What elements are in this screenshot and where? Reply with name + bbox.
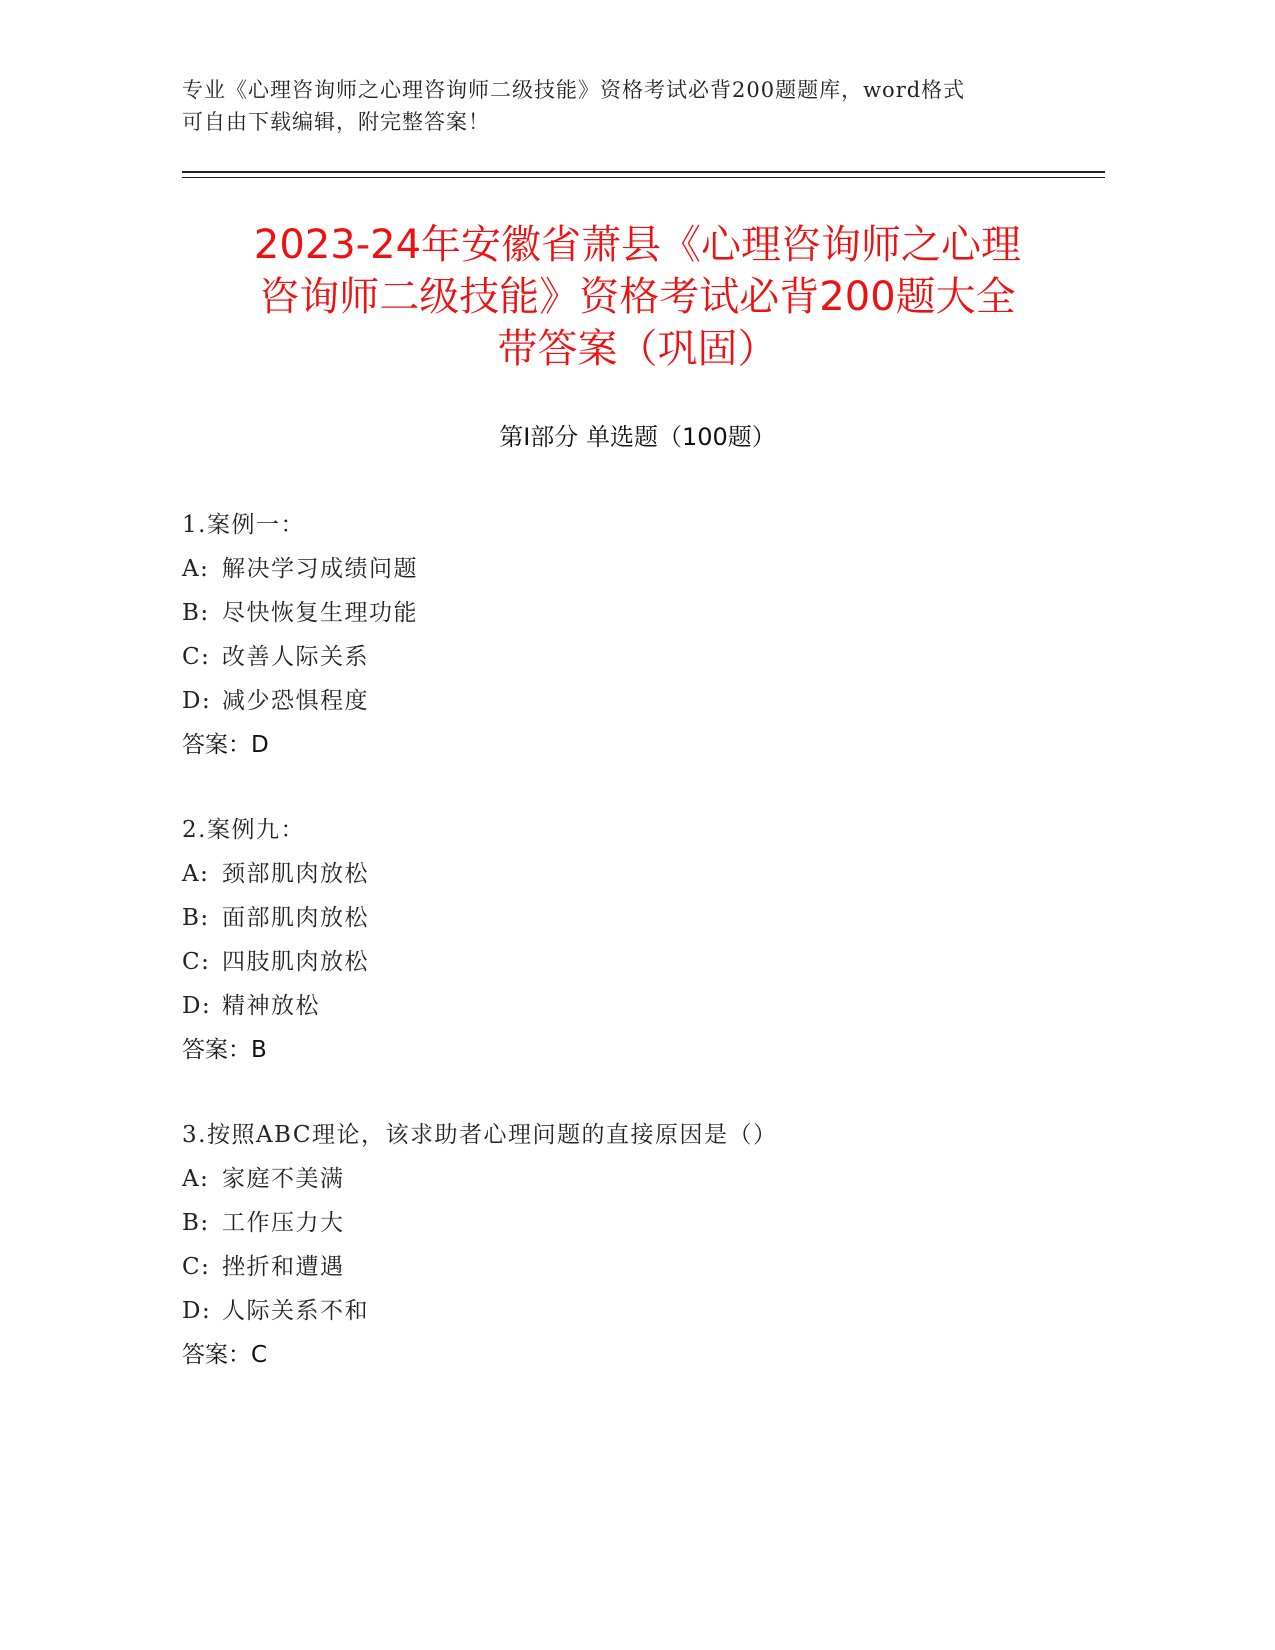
header-note-line-2: 可自由下载编辑，附完整答案！ (182, 110, 490, 134)
option-key: A: (182, 556, 210, 582)
header-rule-thick (182, 171, 1105, 173)
option-key: C: (182, 949, 211, 975)
option-b (182, 896, 1082, 940)
answer-line: 答案：B (182, 1037, 267, 1063)
option-text: 挫折和遭遇 (222, 1254, 345, 1280)
option-key: B: (182, 905, 210, 931)
question-stem: 2.案例九： (182, 817, 305, 843)
option-text: 工作压力大 (222, 1210, 345, 1236)
option-key: B: (182, 600, 210, 626)
option-text: 减少恐惧程度 (222, 688, 369, 714)
option-c (182, 635, 1082, 679)
document-title (150, 219, 1125, 375)
option-c (182, 940, 1082, 984)
option-key: D: (182, 993, 212, 1019)
option-b (182, 591, 1082, 635)
question-3 (182, 1113, 1082, 1377)
option-key: A: (182, 861, 210, 887)
question-1 (182, 503, 1082, 767)
option-text: 颈部肌肉放松 (222, 861, 369, 887)
option-text: 人际关系不和 (222, 1298, 369, 1324)
question-stem: 3.按照ABC理论，该求助者心理问题的直接原因是（） (182, 1122, 778, 1148)
header-rule-thin (182, 177, 1105, 178)
option-text: 四肢肌肉放松 (222, 949, 369, 975)
option-key: C: (182, 644, 211, 670)
option-a (182, 547, 1082, 591)
document-title-line-2: 咨询师二级技能》资格考试必背200题大全 (259, 274, 1016, 320)
section-heading: 第Ⅰ部分 单选题（100题） (499, 423, 776, 451)
option-text: 改善人际关系 (222, 644, 369, 670)
option-text: 尽快恢复生理功能 (222, 600, 418, 626)
option-key: D: (182, 688, 212, 714)
option-text: 精神放松 (222, 993, 320, 1019)
option-d (182, 984, 1082, 1028)
question-stem: 1.案例一： (182, 512, 305, 538)
option-key: D: (182, 1298, 212, 1324)
option-key: C: (182, 1254, 211, 1280)
option-text: 解决学习成绩问题 (222, 556, 418, 582)
answer-line: 答案：D (182, 732, 269, 758)
option-a (182, 1157, 1082, 1201)
answer-line: 答案：C (182, 1342, 268, 1368)
header-note-line-1: 专业《心理咨询师之心理咨询师二级技能》资格考试必背200题题库，word格式 (182, 78, 966, 102)
option-b (182, 1201, 1082, 1245)
document-title-line-1: 2023-24年安徽省萧县《心理咨询师之心理 (253, 222, 1022, 268)
question-2 (182, 808, 1082, 1072)
option-key: A: (182, 1166, 210, 1192)
option-text: 家庭不美满 (222, 1166, 345, 1192)
header-note (182, 74, 1062, 138)
option-c (182, 1245, 1082, 1289)
document-title-line-3: 带答案（巩固） (497, 326, 778, 372)
option-d (182, 679, 1082, 723)
option-text: 面部肌肉放松 (222, 905, 369, 931)
option-d (182, 1289, 1082, 1333)
option-key: B: (182, 1210, 210, 1236)
option-a (182, 852, 1082, 896)
